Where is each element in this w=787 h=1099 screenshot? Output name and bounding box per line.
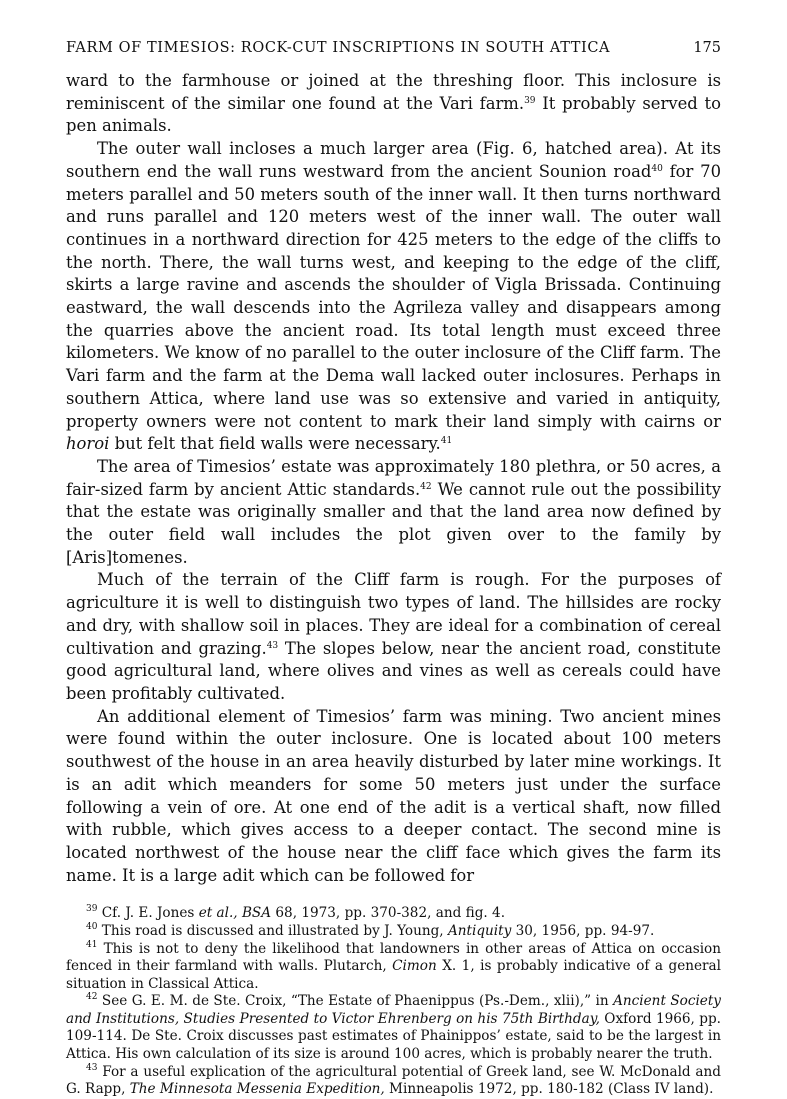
footnotes bbox=[66, 905, 721, 1099]
footnote-ref: 41 bbox=[86, 939, 98, 950]
footnote bbox=[66, 905, 721, 923]
italic-text: horoi bbox=[66, 434, 110, 454]
italic-text: Cimon bbox=[392, 958, 437, 975]
text-run: 68, 1973, pp. 370-382, and fig. 4. bbox=[271, 905, 506, 922]
text-run: Cf. J. E. Jones bbox=[97, 905, 199, 922]
text-run: An additional element of Timesios’ farm was mining. Two ancient mines were found within the outer inclosure. One is located about 100 meters southwest of the house in an area heavily disturbed by later mine workings. It is an adit which meanders for some 50 meters just under the surface following a vein of ore. At one end of the adit is a vertical shaft, now filled with rubble, which gives access to a deeper contact. The second mine is located northwest of the house near the cliff face which gives the farm its name. It is a large adit which can be followed for bbox=[66, 706, 721, 885]
footnote-ref: 43 bbox=[266, 640, 279, 651]
text-run: The outer wall incloses a much larger area (Fig. 6, hatched area). At its southern end the wall runs westward from the ancient Sounion road bbox=[66, 139, 721, 181]
text-run: Minneapolis 1972, pp. 180-182 (Class IV land). bbox=[384, 1081, 714, 1098]
footnote-ref: 42 bbox=[86, 992, 98, 1003]
footnote-ref: 40 bbox=[86, 921, 98, 932]
running-title: FARM OF TIMESIOS: ROCK-CUT INSCRIPTIONS IN SOUTH ATTICA bbox=[66, 40, 611, 56]
page-number: 175 bbox=[693, 40, 721, 56]
running-header bbox=[66, 40, 721, 56]
footnote-ref: 42 bbox=[420, 481, 432, 492]
text-run: Oxford 1966, pp. 109-114. De Ste. Croix discusses past estimates of Phainippos’ estate, said to be the largest in Attica. His own calculation of its size is around 100 acres, which is probably nearer the truth. bbox=[66, 1010, 721, 1063]
body-paragraph bbox=[66, 706, 721, 888]
text-run: The area of Timesios’ estate was approximately 180 plethra, or 50 acres, a fair-sized farm by ancient Attic standards. bbox=[66, 456, 721, 499]
text-run: but felt that field walls were necessary. bbox=[109, 434, 441, 454]
body-text bbox=[66, 70, 721, 887]
footnote-ref: 39 bbox=[524, 95, 536, 106]
italic-text: The Minnesota Messenia Expedition, bbox=[129, 1081, 385, 1098]
italic-text: et al., BSA bbox=[198, 905, 272, 922]
body-paragraph bbox=[66, 70, 721, 138]
text-run: for 70 meters parallel and 50 meters south of the inner wall. It then turns northward and runs parallel and 120 meters west of the inner wall. The outer wall continues in a northward direction for 425 meters to the edge of the cliffs to the north. There, the wall turns west, and keeping to the edge of the cliff, skirts a large ravine and ascends the shoulder of Vigla Brissada. Continuing eastward, the wall descends into the Agrileza valley and disappears among the quarries above the ancient road. Its total length must exceed three kilometers. We know of no parallel to the outer inclosure of the Cliff farm. The Vari farm and the farm at the Dema wall lacked outer inclosures. Perhaps in southern Attica, where land use was so extensive and varied in antiquity, property owners were not content to mark their land simply with cairns or bbox=[66, 161, 721, 431]
text-run: X. 1, is probably indicative of a general situation in Classical Attica. bbox=[66, 958, 721, 992]
text-run: Much of the terrain of the Cliff farm is rough. For the purposes of agriculture it is well to distinguish two types of land. The hillsides are rocky and dry, with shallow soil in places. They are ideal for a combination of cereal cultivation and grazing. bbox=[66, 570, 721, 658]
text-run: This road is discussed and illustrated by J. Young, bbox=[97, 922, 448, 939]
footnote-ref: 40 bbox=[651, 163, 663, 174]
text-run: ward to the farmhouse or joined at the threshing floor. This inclosure is reminiscent of the similar one found at the Vari farm. bbox=[66, 71, 721, 113]
text-run: This is not to deny the likelihood that landowners in other areas of Attica on occasion fenced in their farmland with walls. Plutarch, bbox=[66, 940, 721, 975]
footnote-ref: 39 bbox=[86, 904, 98, 915]
text-run: 30, 1956, pp. 94-97. bbox=[511, 922, 655, 939]
text-run: For a useful explication of the agricultural potential of Greek land, see W. McDonald and G. Rapp, bbox=[66, 1063, 721, 1098]
text-run: The slopes below, near the ancient road, constitute good agricultural land, where olives and vines as well as cereals could have been profitably cultivated. bbox=[66, 638, 721, 703]
footnote bbox=[66, 1064, 721, 1099]
footnote bbox=[66, 993, 721, 1063]
text-run: We cannot rule out the possibility that the estate was originally smaller and that the land area now defined by the outer field wall includes the plot given over to the family by [Aris]tomenes. bbox=[66, 479, 722, 567]
body-paragraph bbox=[66, 138, 721, 456]
page bbox=[66, 40, 721, 1099]
footnote bbox=[66, 941, 721, 994]
footnote bbox=[66, 923, 721, 941]
body-paragraph bbox=[66, 569, 721, 705]
footnote-ref: 43 bbox=[86, 1062, 98, 1073]
italic-text: Ancient Society and Institutions, Studies Presented to Victor Ehrenberg on his 75th Birthday, bbox=[66, 993, 721, 1027]
text-run: It probably served to pen animals. bbox=[66, 93, 721, 136]
italic-text: Antiquity bbox=[447, 922, 512, 939]
body-paragraph bbox=[66, 456, 721, 570]
footnote-ref: 41 bbox=[440, 436, 453, 447]
text-run: See G. E. M. de Ste. Croix, “The Estate of Phaenippus (Ps.-Dem., xlii),” in bbox=[97, 993, 614, 1010]
